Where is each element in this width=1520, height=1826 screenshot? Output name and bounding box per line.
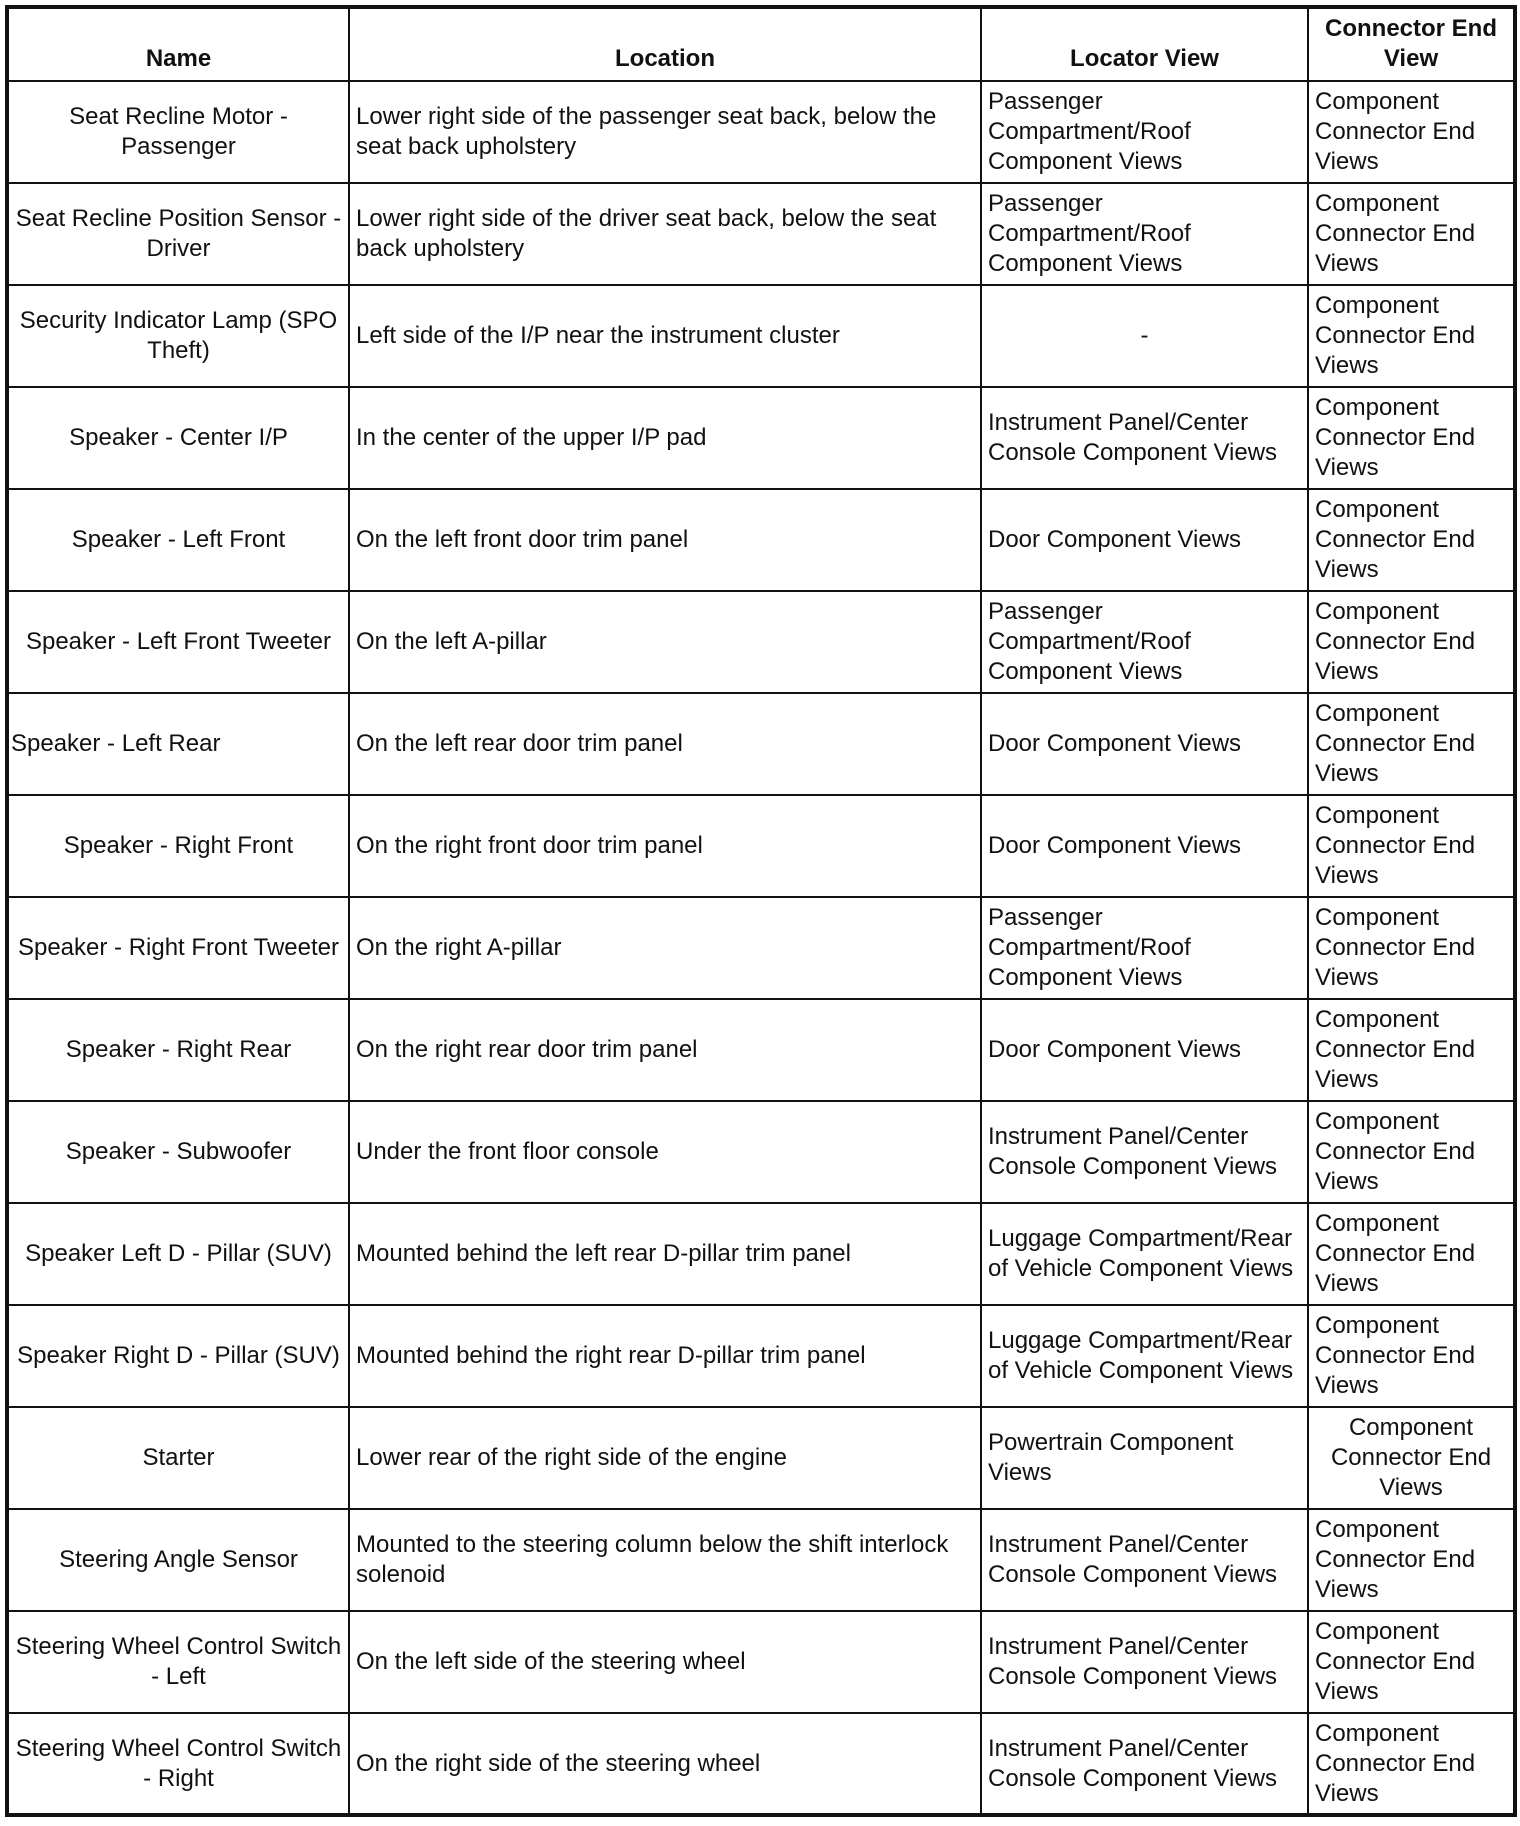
table-row (7, 1611, 1515, 1713)
row-locator-view: Door Component Views (981, 489, 1308, 591)
table-row (7, 1101, 1515, 1203)
row-locator-view: Instrument Panel/Center Console Component Views (981, 387, 1308, 489)
row-name: Speaker - Right Front Tweeter (7, 897, 349, 999)
row-locator-view: Instrument Panel/Center Console Component Views (981, 1101, 1308, 1203)
header-connector-end-view: Connector End View (1308, 7, 1515, 81)
row-name: Speaker - Left Rear (7, 693, 349, 795)
row-connector-end-view: Component Connector End Views (1308, 1305, 1515, 1407)
row-name: Speaker - Right Rear (7, 999, 349, 1101)
row-locator-view: Passenger Compartment/Roof Component Views (981, 183, 1308, 285)
table-row (7, 183, 1515, 285)
row-connector-end-view: Component Connector End Views (1308, 1713, 1515, 1815)
row-connector-end-view: Component Connector End Views (1308, 489, 1515, 591)
table-row (7, 795, 1515, 897)
row-locator-view: Door Component Views (981, 693, 1308, 795)
row-name: Steering Angle Sensor (7, 1509, 349, 1611)
table-row (7, 999, 1515, 1101)
row-name: Seat Recline Position Sensor - Driver (7, 183, 349, 285)
row-locator-view: Instrument Panel/Center Console Component Views (981, 1509, 1308, 1611)
table-row (7, 81, 1515, 183)
row-location: On the left rear door trim panel (349, 693, 981, 795)
row-locator-view: Instrument Panel/Center Console Component Views (981, 1713, 1308, 1815)
row-location: In the center of the upper I/P pad (349, 387, 981, 489)
header-row (7, 7, 1515, 81)
row-connector-end-view: Component Connector End Views (1308, 1407, 1515, 1509)
row-location: On the left front door trim panel (349, 489, 981, 591)
row-locator-view: Passenger Compartment/Roof Component Views (981, 81, 1308, 183)
row-connector-end-view: Component Connector End Views (1308, 387, 1515, 489)
row-connector-end-view: Component Connector End Views (1308, 591, 1515, 693)
row-locator-view: Instrument Panel/Center Console Component Views (981, 1611, 1308, 1713)
row-connector-end-view: Component Connector End Views (1308, 1203, 1515, 1305)
row-connector-end-view: Component Connector End Views (1308, 285, 1515, 387)
row-locator-view: Door Component Views (981, 999, 1308, 1101)
row-connector-end-view: Component Connector End Views (1308, 1101, 1515, 1203)
row-location: On the left A-pillar (349, 591, 981, 693)
row-connector-end-view: Component Connector End Views (1308, 1611, 1515, 1713)
row-name: Security Indicator Lamp (SPO Theft) (7, 285, 349, 387)
row-location: Lower right side of the driver seat back, below the seat back upholstery (349, 183, 981, 285)
row-locator-view: Passenger Compartment/Roof Component Views (981, 591, 1308, 693)
row-connector-end-view: Component Connector End Views (1308, 1509, 1515, 1611)
component-locator-table (5, 5, 1517, 1817)
row-name: Speaker Right D - Pillar (SUV) (7, 1305, 349, 1407)
row-location: Mounted to the steering column below the shift interlock solenoid (349, 1509, 981, 1611)
row-connector-end-view: Component Connector End Views (1308, 795, 1515, 897)
row-name: Seat Recline Motor - Passenger (7, 81, 349, 183)
row-locator-view: - (981, 285, 1308, 387)
row-locator-view: Powertrain Component Views (981, 1407, 1308, 1509)
row-name: Steering Wheel Control Switch - Right (7, 1713, 349, 1815)
row-location: On the right front door trim panel (349, 795, 981, 897)
row-connector-end-view: Component Connector End Views (1308, 897, 1515, 999)
row-name: Speaker - Left Front Tweeter (7, 591, 349, 693)
table-row (7, 1203, 1515, 1305)
table-row (7, 285, 1515, 387)
row-locator-view: Luggage Compartment/Rear of Vehicle Component Views (981, 1203, 1308, 1305)
row-name: Speaker - Center I/P (7, 387, 349, 489)
row-name: Steering Wheel Control Switch - Left (7, 1611, 349, 1713)
table-row (7, 897, 1515, 999)
table-row (7, 1509, 1515, 1611)
row-name: Speaker - Left Front (7, 489, 349, 591)
row-connector-end-view: Component Connector End Views (1308, 693, 1515, 795)
row-location: Mounted behind the left rear D-pillar trim panel (349, 1203, 981, 1305)
row-connector-end-view: Component Connector End Views (1308, 183, 1515, 285)
table-row (7, 1305, 1515, 1407)
row-location: On the right rear door trim panel (349, 999, 981, 1101)
row-location: On the right A-pillar (349, 897, 981, 999)
row-locator-view: Door Component Views (981, 795, 1308, 897)
row-name: Speaker Left D - Pillar (SUV) (7, 1203, 349, 1305)
row-location: Lower right side of the passenger seat back, below the seat back upholstery (349, 81, 981, 183)
table-row (7, 489, 1515, 591)
row-location: Lower rear of the right side of the engine (349, 1407, 981, 1509)
table-row (7, 591, 1515, 693)
table-row (7, 693, 1515, 795)
row-connector-end-view: Component Connector End Views (1308, 81, 1515, 183)
row-location: On the right side of the steering wheel (349, 1713, 981, 1815)
row-name: Speaker - Subwoofer (7, 1101, 349, 1203)
table-row (7, 387, 1515, 489)
row-location: Left side of the I/P near the instrument cluster (349, 285, 981, 387)
row-location: Mounted behind the right rear D-pillar trim panel (349, 1305, 981, 1407)
header-locator-view: Locator View (981, 7, 1308, 81)
header-location: Location (349, 7, 981, 81)
row-connector-end-view: Component Connector End Views (1308, 999, 1515, 1101)
row-name: Speaker - Right Front (7, 795, 349, 897)
component-locator-table-container (5, 5, 1517, 1817)
table-row (7, 1713, 1515, 1815)
row-location: Under the front floor console (349, 1101, 981, 1203)
header-name: Name (7, 7, 349, 81)
table-row (7, 1407, 1515, 1509)
row-name: Starter (7, 1407, 349, 1509)
row-locator-view: Luggage Compartment/Rear of Vehicle Component Views (981, 1305, 1308, 1407)
row-location: On the left side of the steering wheel (349, 1611, 981, 1713)
row-locator-view: Passenger Compartment/Roof Component Views (981, 897, 1308, 999)
